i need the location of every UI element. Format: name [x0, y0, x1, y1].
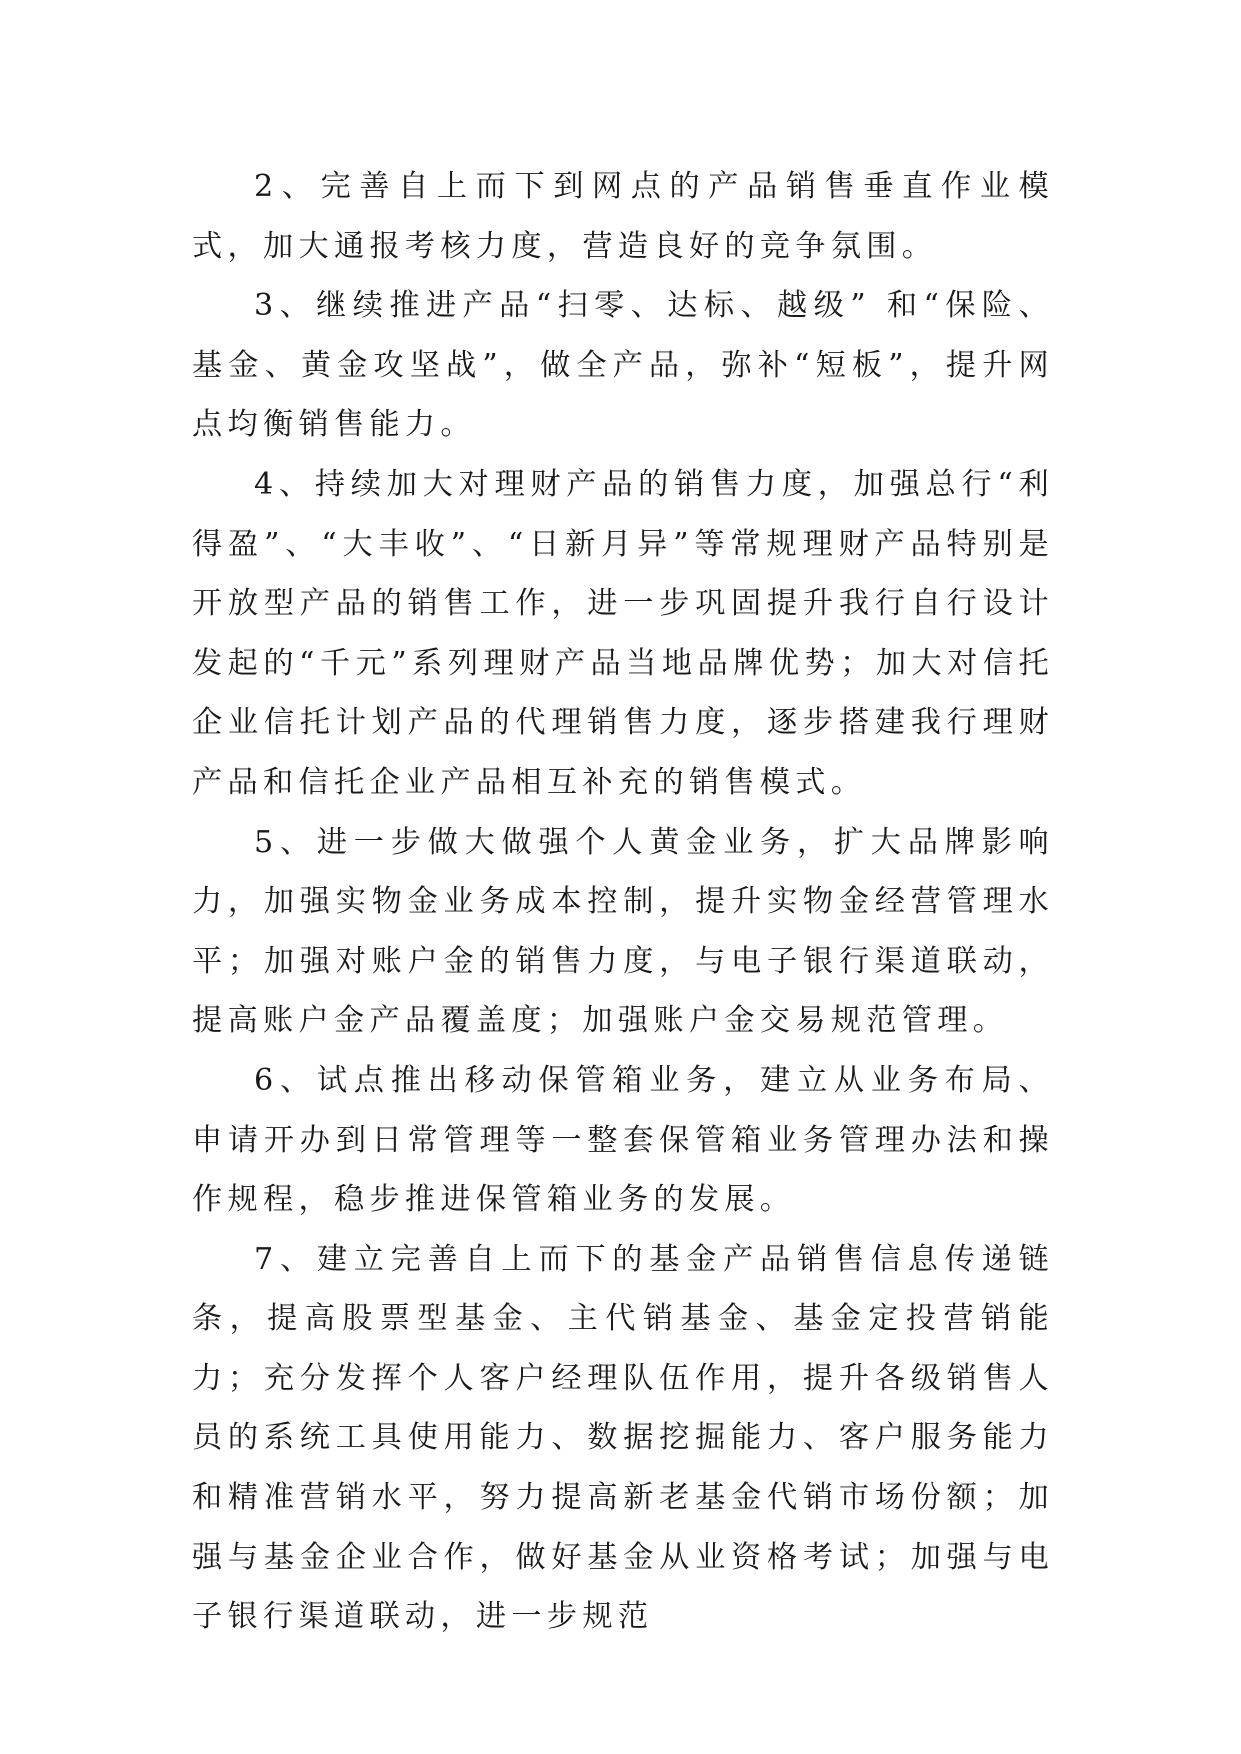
document-body: [192, 157, 1054, 1647]
paragraph-item-4: 4、持续加大对理财产品的销售力度，加强总行“利得盈”、“大丰收”、“日新月异”等常规理财产品特别是开放型产品的销售工作，进一步巩固提升我行自行设计发起的“千元”系列理财产品当地品牌优势；加大对信托企业信托计划产品的代理销售力度，逐步搭建我行理财产品和信托企业产品相互补充的销售模式。: [192, 466, 1054, 800]
paragraph-item-6: 6、试点推出移动保管箱业务，建立从业务布局、申请开办到日常管理等一整套保管箱业务管理办法和操作规程，稳步推进保管箱业务的发展。: [192, 1062, 1054, 1218]
paragraph-item-2: 2、完善自上而下到网点的产品销售垂直作业模式，加大通报考核力度，营造良好的竞争氛围。: [192, 169, 1054, 264]
paragraph-item-7: 7、建立完善自上而下的基金产品销售信息传递链条，提高股票型基金、主代销基金、基金定投营销能力；充分发挥个人客户经理队伍作用，提升各级销售人员的系统工具使用能力、数据挖掘能力、客户服务能力和精准营销水平，努力提高新老基金代销市场份额；加强与基金企业合作，做好基金从业资格考试；加强与电子银行渠道联动，进一步规范: [192, 1241, 1054, 1635]
paragraph-item-5: 5、进一步做大做强个人黄金业务，扩大品牌影响力，加强实物金业务成本控制，提升实物金经营管理水平；加强对账户金的销售力度，与电子银行渠道联动，提高账户金产品覆盖度；加强账户金交易规范管理。: [192, 824, 1054, 1039]
paragraph-item-3: 3、继续推进产品“扫零、达标、越级” 和“保险、基金、黄金攻坚战”，做全产品，弥补“短板”，提升网点均衡销售能力。: [192, 288, 1054, 443]
